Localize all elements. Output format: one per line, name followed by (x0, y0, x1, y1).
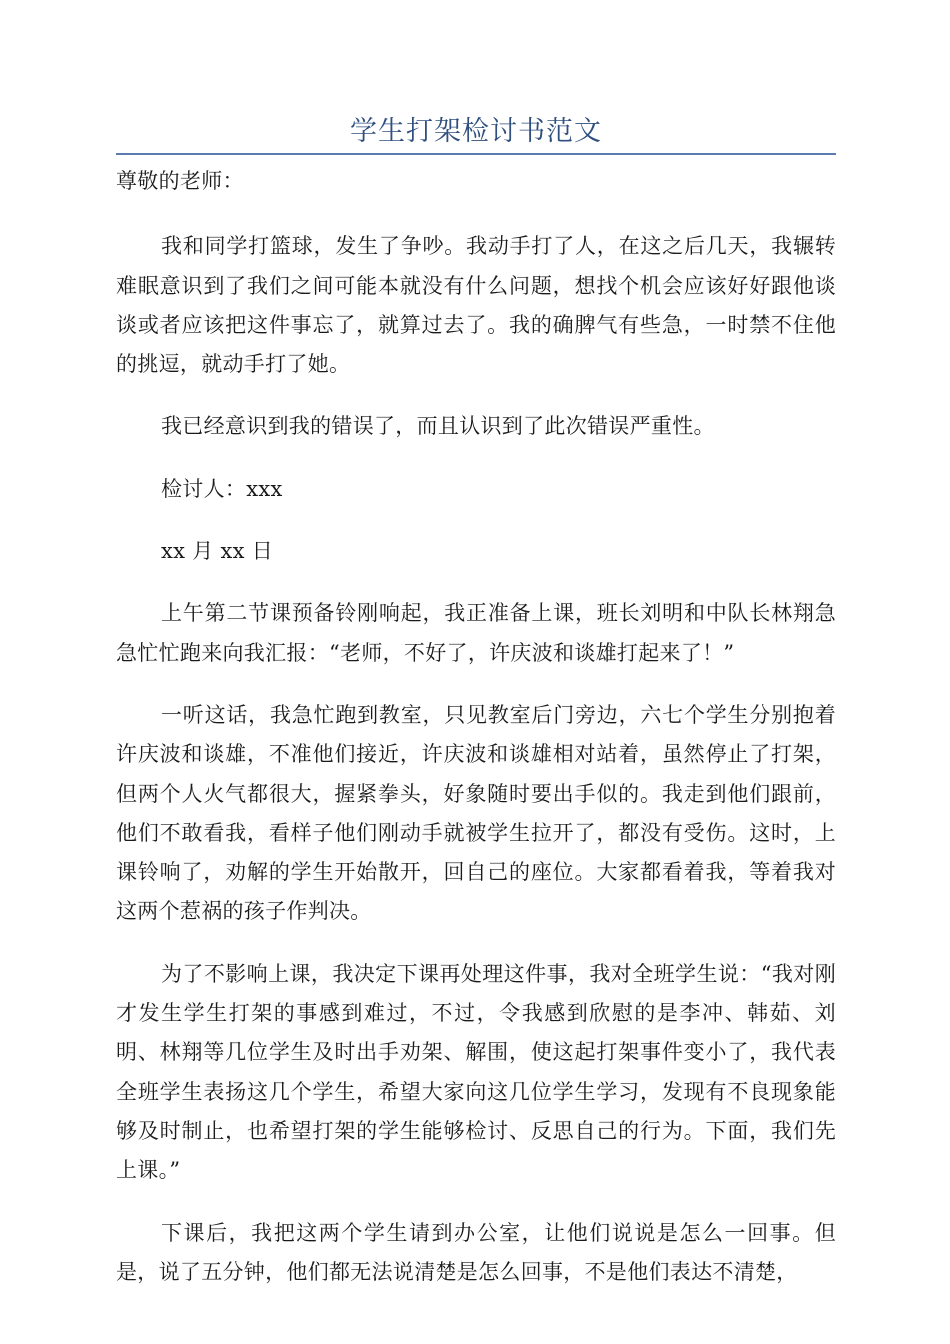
paragraph: 为了不影响上课，我决定下课再处理这件事，我对全班学生说：“我对刚才发生学生打架的事感到难过，不过，令我感到欣慰的是李冲、韩茹、刘明、林翔等几位学生及时出手劝架、解围，使这起打架事件变小了，我代表全班学生表扬这几个学生，希望大家向这几位学生学习，发现有不良现象能够及时制止，也希望打架的学生能够检讨、反思自己的行为。下面，我们先上课。” (116, 961, 836, 1183)
signature-line: 检讨人：xxx (161, 476, 283, 501)
paragraph: 我已经意识到我的错误了，而且认识到了此次错误严重性。 (161, 414, 715, 439)
paragraph: 上午第二节课预备铃刚响起，我正准备上课，班长刘明和中队长林翔急急忙忙跑来向我汇报：“老师，不好了，许庆波和谈雄打起来了！” (116, 601, 836, 665)
date-line: xx 月 xx 日 (161, 539, 274, 564)
paragraph: 我和同学打篮球，发生了争吵。我动手打了人，在这之后几天，我辗转难眠意识到了我们之间可能本就没有什么问题，想找个机会应该好好跟他谈谈或者应该把这件事忘了，就算过去了。我的确脾气有些急，一时禁不住他的挑逗，就动手打了她。 (116, 234, 836, 377)
paragraph: 下课后，我把这两个学生请到办公室，让他们说说是怎么一回事。但是，说了五分钟，他们都无法说清楚是怎么回事，不是他们表达不清楚， (116, 1220, 836, 1284)
salutation: 尊敬的老师： (116, 169, 244, 193)
document-title: 学生打架检讨书范文 (350, 116, 602, 147)
document-body (116, 148, 836, 1292)
paragraph: 一听这话，我急忙跑到教室，只见教室后门旁边，六七个学生分别抱着许庆波和谈雄，不准他们接近，许庆波和谈雄相对站着，虽然停止了打架，但两个人火气都很大，握紧拳头，好象随时要出手似的。我走到他们跟前，他们不敢看我，看样子他们刚动手就被学生拉开了，都没有受伤。这时，上课铃响了，劝解的学生开始散开，回自己的座位。大家都看着我，等着我对这两个惹祸的孩子作判决。 (116, 702, 836, 924)
document-page (116, 0, 836, 1344)
